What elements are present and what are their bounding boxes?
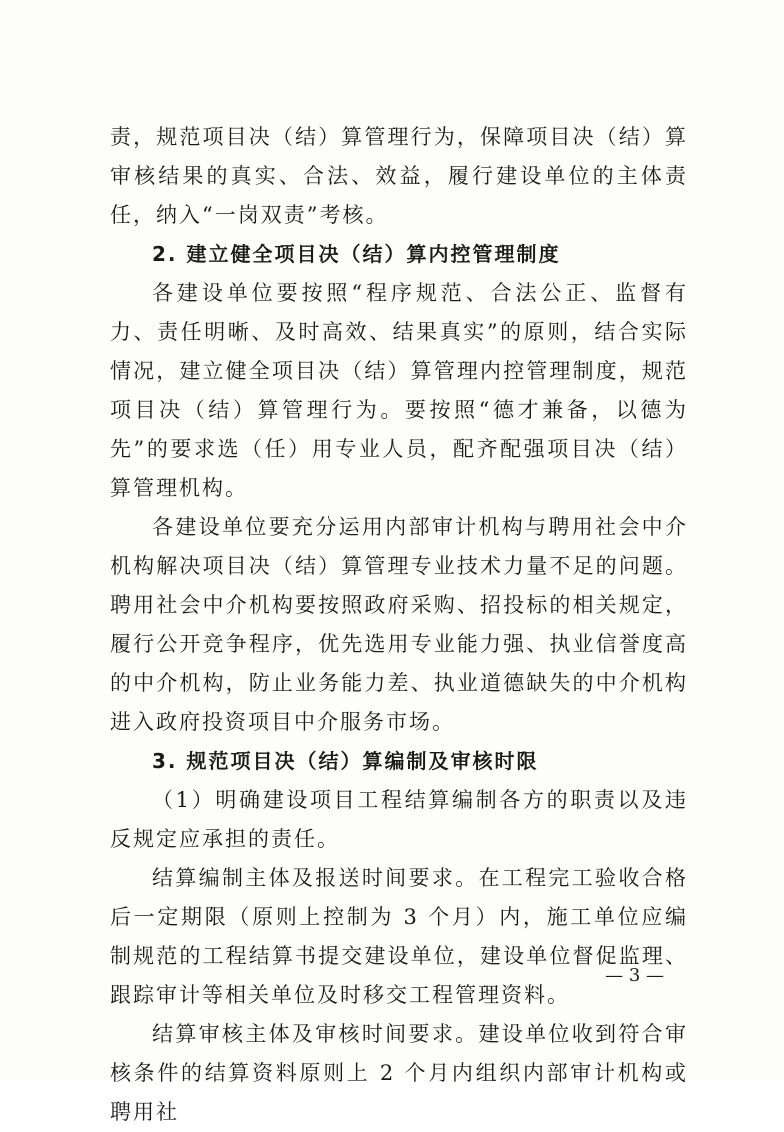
paragraph-2: 各建设单位要按照“程序规范、合法公正、监督有力、责任明晰、及时高效、结果真实”的原则，结合实际情况，建立健全项目决（结）算管理内控管理制度，规范项目决（结）算管理行为。要按照“德才兼备，以德为先”的要求选（任）用专业人员，配齐配强项目决（结）算管理机构。	[110, 281, 688, 500]
paragraph-3: 各建设单位要充分运用内部审计机构与聘用社会中介机构解决项目决（结）算管理专业技术力量不足的问题。聘用社会中介机构要按照政府采购、招投标的相关规定，履行公开竞争程序，优先选用专业能力强、执业信誉度高的中介机构，防止业务能力差、执业道德缺失的中介机构进入政府投资项目中介服务市场。	[110, 515, 688, 734]
paragraph-6: 结算审核主体及审核时间要求。建设单位收到符合审核条件的结算资料原则上 2 个月内组织内部审计机构或聘用社	[110, 1022, 688, 1124]
page-number: — 3 —	[605, 965, 664, 986]
section-heading-3: 3. 规范项目决（结）算编制及审核时限	[152, 749, 539, 773]
section-heading-2: 2. 建立健全项目决（结）算内控管理制度	[152, 242, 561, 266]
paragraph-5: 结算编制主体及报送时间要求。在工程完工验收合格后一定期限（原则上控制为 3 个月）内，施工单位应编制规范的工程结算书提交建设单位，建设单位督促监理、跟踪审计等相关单位及时移交工程管理资料。	[110, 866, 688, 1007]
document-body	[110, 118, 688, 1132]
paragraph-1: 责，规范项目决（结）算管理行为，保障项目决（结）算审核结果的真实、合法、效益，履行建设单位的主体责任，纳入“一岗双责”考核。	[110, 125, 688, 227]
paragraph-4: （1）明确建设项目工程结算编制各方的职责以及违反规定应承担的责任。	[110, 788, 688, 851]
